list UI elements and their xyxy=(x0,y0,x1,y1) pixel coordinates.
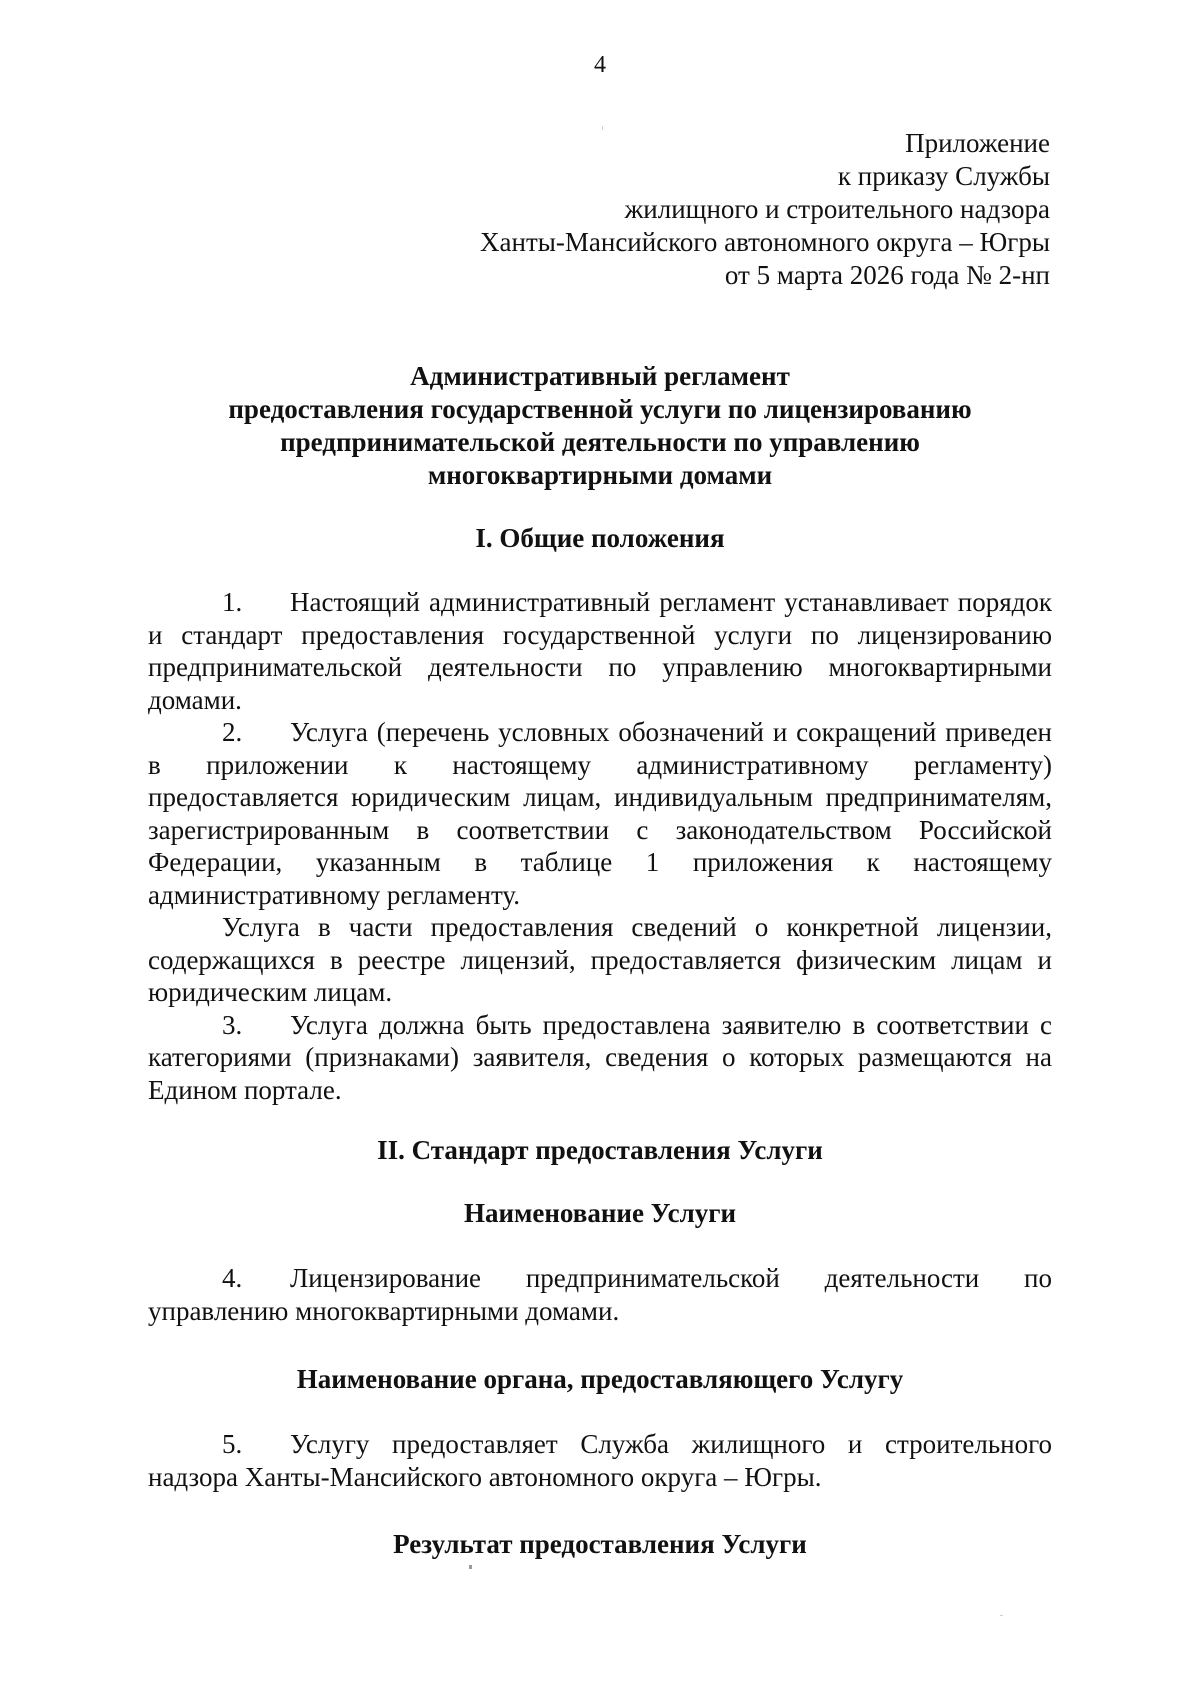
section-2-paragraph-5 xyxy=(148,1428,1052,1493)
paragraph-text: Услугу предоставляет Служба жилищного и строительного надзора Ханты-Мансийского автономного округа – Югры. xyxy=(148,1429,1052,1492)
section-1-body xyxy=(148,586,1052,1106)
paragraph-text: Услуга (перечень условных обозначений и сокращений приведен в приложении к настоящему административному регламенту) предоставляется юридическим лицам, индивидуальным предпринимателям, зарегистрированным в соответствии с законодательством Российской Федерации, указанным в таблице 1 приложения к настоящему административному регламенту. xyxy=(148,717,1052,910)
scan-speck xyxy=(602,126,603,130)
section-2-paragraph-4 xyxy=(148,1262,1052,1327)
paragraph-number: 4. xyxy=(222,1263,243,1293)
appendix-line: от 5 марта 2026 года № 2-нп xyxy=(724,260,1050,290)
scan-speck xyxy=(469,1565,472,1569)
paragraph-5 xyxy=(148,1428,1052,1493)
subsection-heading: Наименование Услуги xyxy=(463,1198,737,1228)
appendix-line: Ханты-Мансийского автономного округа – Югры xyxy=(480,227,1050,257)
subsection-heading: Наименование органа, предоставляющего Услугу xyxy=(296,1364,904,1394)
appendix-line: Приложение xyxy=(905,128,1050,158)
document-title-line: Административный регламент xyxy=(410,361,790,391)
subsection-heading: Результат предоставления Услуги xyxy=(393,1529,807,1559)
paragraph-4 xyxy=(148,1262,1052,1327)
paragraph-text: Настоящий административный регламент устанавливает порядок и стандарт предоставления государственной услуги по лицензированию предпринимательской деятельности по управлению многоквартирными домами. xyxy=(148,587,1052,715)
paragraph-text: Услуга должна быть предоставлена заявителю в соответствии с категориями (признаками) заявителя, сведения о которых размещаются на Едином портале. xyxy=(148,1009,1052,1105)
scan-speck xyxy=(1000,1615,1003,1616)
appendix-line: к приказу Службы xyxy=(837,161,1050,191)
appendix-header xyxy=(480,127,1050,292)
document-title-line: предпринимательской деятельности по управлению xyxy=(280,427,920,457)
paragraph-2-continued: Услуга в части предоставления сведений о конкретной лицензии, содержащихся в реестре лицензий, предоставляется физическим лицам и юридическим лицам. xyxy=(148,912,1052,1007)
appendix-line: жилищного и строительного надзора xyxy=(624,194,1050,224)
paragraph-1 xyxy=(148,586,1052,716)
document-title xyxy=(148,360,1052,492)
page-number: 4 xyxy=(594,52,606,78)
section-heading: II. Стандарт предоставления Услуги xyxy=(377,1135,823,1165)
paragraph-text: Лицензирование предпринимательской деятельности по управлению многоквартирными домами. xyxy=(148,1263,1052,1326)
paragraph-number: 3. xyxy=(222,1009,243,1040)
paragraph-3 xyxy=(148,1009,1052,1107)
paragraph-number: 1. xyxy=(222,587,243,617)
paragraph-number: 2. xyxy=(222,717,243,747)
paragraph-number: 5. xyxy=(222,1429,243,1459)
document-title-line: многоквартирными домами xyxy=(427,460,773,490)
paragraph-2 xyxy=(148,716,1052,911)
section-heading: I. Общие положения xyxy=(475,523,725,553)
document-title-line: предоставления государственной услуги по лицензированию xyxy=(228,394,972,424)
